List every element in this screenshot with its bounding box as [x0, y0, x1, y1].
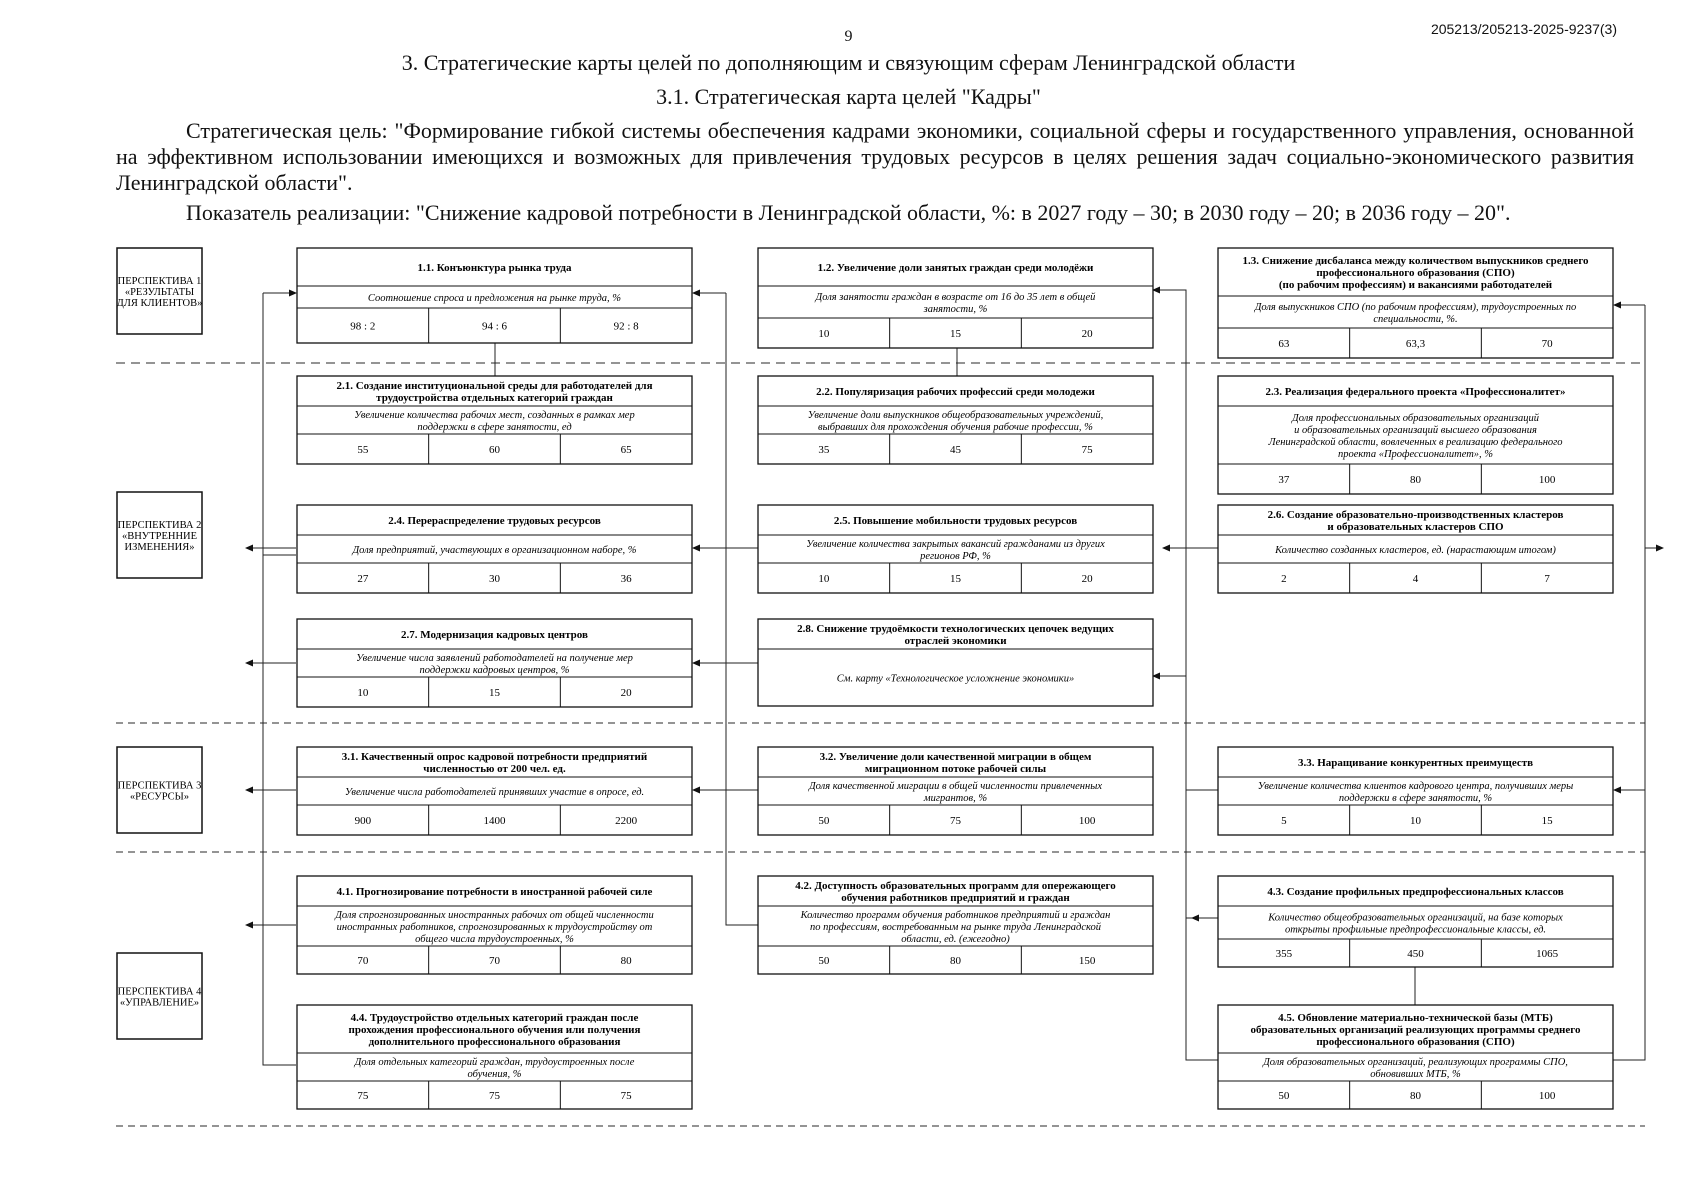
goal-indicator-1-3: специальности, %. [1373, 314, 1458, 325]
goal-title-3-2: 3.2. Увеличение доли качественной миграции в общем [819, 751, 1092, 763]
goal-indicator-2-5: регионов РФ, % [920, 551, 991, 562]
goal-box-2-2 [758, 376, 1153, 464]
goal-target-value-2-2: 75 [1081, 444, 1093, 456]
goal-indicator-4-1: общего числа трудоустроенных, % [415, 934, 574, 945]
goal-indicator-4-3: открыты профильные предпрофессиональные классы, ед. [1284, 924, 1547, 936]
goal-title-4-4: дополнительного профессионального образования [368, 1036, 621, 1048]
goal-indicator-1-1: Соотношение спроса и предложения на рынке труда, % [367, 293, 622, 304]
goal-indicator-1-2: Доля занятости граждан в возрасте от 16 до 35 лет в общей [815, 292, 1096, 303]
goal-indicator-2-5: Увеличение количества закрытых вакансий гражданами из других [806, 539, 1105, 550]
goal-title-4-5: образовательных организаций реализующих программы среднего [1250, 1024, 1581, 1036]
goal-indicator-2-7: Увеличение числа заявлений работодателей на получение мер [356, 653, 633, 664]
goal-target-value-2-1: 60 [489, 444, 500, 456]
connector-arrow [726, 293, 758, 925]
goal-target-value-2-6: 2 [1281, 573, 1287, 585]
perspective-label: «РЕЗУЛЬТАТЫ [124, 287, 195, 298]
goal-indicator-2-4: Доля предприятий, участвующих в организационном наборе, % [352, 545, 637, 556]
goal-indicator-4-2: Количество программ обучения работников предприятий и граждан [800, 910, 1111, 921]
goal-indicator-2-1: Увеличение количества рабочих мест, созданных в рамках мер [354, 410, 635, 421]
goal-box-1-2 [758, 248, 1153, 348]
goal-title-2-6: 2.6. Создание образовательно-производственных кластеров [1267, 509, 1564, 521]
goal-title-3-1: численностью от 200 чел. ед. [423, 763, 566, 775]
perspective-label: ИЗМЕНЕНИЯ» [124, 542, 195, 553]
goal-indicator-4-3: Количество общеобразовательных организаций, на базе которых [1268, 912, 1563, 924]
goal-title-4-4: прохождения профессионального обучения или получения [348, 1024, 641, 1036]
goal-indicator-3-1: Увеличение числа работодателей принявших участие в опросе, ед. [344, 787, 645, 798]
goal-indicator-3-3: поддержки в сфере занятости, % [1338, 793, 1493, 804]
goal-target-value-2-7: 15 [489, 687, 500, 699]
goal-target-value-1-2: 15 [950, 328, 961, 340]
goal-indicator-2-3: и образовательных организаций высшего образования [1294, 425, 1537, 436]
goal-target-value-2-1: 55 [357, 444, 369, 456]
connector-arrow [263, 293, 296, 1065]
perspective-box-4 [117, 953, 202, 1039]
section-title: 3. Стратегические карты целей по дополняющим и связующим сферам Ленинградской области [401, 50, 1296, 75]
goal-title-4-2: обучения работников предприятий и граждан [841, 892, 1070, 904]
goal-title-1-1: 1.1. Конъюнктура рынка труда [417, 262, 572, 274]
goal-target-value-3-3: 15 [1541, 815, 1553, 827]
goal-title-2-8: 2.8. Снижение трудоёмкости технологических цепочек ведущих [797, 623, 1114, 635]
goal-box-4-2 [758, 876, 1153, 974]
goal-target-value-3-1: 2200 [615, 815, 638, 827]
goal-target-value-4-1: 80 [620, 955, 632, 967]
goal-title-2-8: отраслей экономики [904, 635, 1007, 647]
goal-indicator-2-3: Доля профессиональных образовательных организаций [1292, 413, 1539, 424]
goal-indicator-2-6: Количество созданных кластеров, ед. (нарастающим итогом) [1275, 545, 1556, 556]
goal-indicator-4-1: иностранных работников, спрогнозированных к трудоустройству от [336, 922, 653, 933]
goal-target-value-2-3: 37 [1278, 474, 1290, 486]
goal-box-3-1 [297, 747, 692, 835]
goal-indicator-2-3: проекта «Профессионалитет», % [1337, 449, 1494, 460]
goal-box-2-1 [297, 376, 692, 464]
goal-target-value-3-2: 50 [818, 815, 830, 827]
connector-arrow [1613, 305, 1645, 1060]
goal-indicator-2-7: поддержки кадровых центров, % [419, 665, 570, 676]
implementation-indicator-text: Показатель реализации: "Снижение кадровой потребности в Ленинградской области, %: в 2027 году – 30; в 2030 году – 20; в 2036 году – 20". [186, 200, 1511, 225]
goal-target-value-2-1: 65 [620, 444, 632, 456]
goal-target-value-1-1: 98 : 2 [350, 320, 376, 333]
perspective-label: ПЕРСПЕКТИВА 3 [117, 780, 202, 792]
perspective-label: ПЕРСПЕКТИВА 4 [117, 986, 202, 998]
goal-target-value-4-3: 1065 [1536, 948, 1559, 960]
goal-target-value-2-7: 20 [620, 687, 632, 699]
goal-title-2-5: 2.5. Повышение мобильности трудовых ресурсов [833, 515, 1078, 527]
page-number: 9 [844, 28, 853, 45]
goal-indicator-4-5: Доля образовательных организаций, реализующих программы СПО, [1263, 1057, 1568, 1068]
perspective-box-1 [117, 248, 203, 334]
goal-indicator-4-4: Доля отдельных категорий граждан, трудоустроенных после [354, 1057, 635, 1068]
goal-indicator-2-2: выбравших для прохождения обучения рабочие профессии, % [818, 422, 1093, 433]
goal-box-2-3 [1218, 376, 1613, 494]
goal-box-4-5 [1218, 1005, 1613, 1109]
goal-target-value-4-5: 50 [1278, 1090, 1290, 1102]
goal-title-2-2: 2.2. Популяризация рабочих профессий среди молодежи [816, 386, 1095, 398]
goal-title-1-2: 1.2. Увеличение доли занятых граждан среди молодёжи [817, 262, 1094, 274]
goal-target-value-2-5: 15 [950, 573, 961, 585]
goal-target-value-1-3: 63,3 [1405, 338, 1426, 350]
goal-target-value-2-2: 45 [950, 444, 961, 456]
goal-target-value-2-6: 7 [1544, 573, 1550, 585]
goal-target-value-1-1: 94 : 6 [481, 320, 508, 333]
goal-target-value-2-3: 80 [1410, 474, 1421, 486]
goal-box-1-3 [1218, 248, 1613, 358]
goal-box-3-2 [758, 747, 1153, 835]
goal-box-2-8 [758, 619, 1153, 706]
perspective-label: ПЕРСПЕКТИВА 1 [117, 276, 202, 287]
goal-target-value-1-3: 70 [1541, 338, 1553, 350]
goal-indicator-3-2: Доля качественной миграции в общей численности привлеченных [808, 781, 1103, 792]
goal-box-2-6 [1218, 505, 1613, 593]
goal-target-value-3-2: 75 [950, 815, 961, 827]
goal-target-value-1-1: 92 : 8 [613, 320, 639, 333]
goal-title-2-7: 2.7. Модернизация кадровых центров [401, 629, 588, 641]
goal-box-3-3 [1218, 747, 1613, 835]
goal-box-2-5 [758, 505, 1153, 593]
goal-target-value-3-1: 1400 [483, 815, 506, 827]
goal-target-value-4-1: 70 [489, 955, 500, 967]
goal-title-4-3: 4.3. Создание профильных предпрофессиональных классов [1267, 886, 1564, 898]
goal-target-value-4-5: 80 [1410, 1090, 1421, 1102]
goal-box-4-4 [297, 1005, 692, 1109]
strategic-goal-text: Стратегическая цель: "Формирование гибкой системы обеспечения кадрами экономики, социальной сферы и государственного управления, основанной на эффективном использовании имеющихся и возможных для привлечения трудовых ресурсов в целях решения задач социально-экономического развития Ленинградской области". [116, 118, 1634, 195]
goal-target-value-4-4: 75 [620, 1090, 632, 1102]
goal-title-1-3: (по рабочим профессиям) и вакансиями работодателей [1278, 279, 1553, 291]
goal-target-value-3-1: 900 [354, 815, 372, 827]
goal-box-1-1 [297, 248, 692, 343]
goal-target-value-2-3: 100 [1538, 474, 1556, 486]
perspective-box-2 [117, 492, 202, 578]
goal-indicator-2-3: Ленинградской области, вовлеченных в реализацию федерального [1268, 437, 1563, 448]
goal-indicator-2-8: См. карту «Технологическое усложнение экономики» [836, 673, 1075, 685]
goal-indicator-2-2: Увеличение доли выпускников общеобразовательных учреждений, [807, 410, 1104, 421]
goal-indicator-3-3: Увеличение количества клиентов кадрового центра, получивших меры [1257, 781, 1574, 792]
goal-box-2-4 [297, 505, 692, 593]
goal-target-value-1-2: 10 [818, 328, 830, 340]
goal-target-value-2-4: 36 [620, 573, 632, 585]
perspective-label: «УПРАВЛЕНИЕ» [119, 997, 200, 1009]
goal-target-value-1-2: 20 [1081, 328, 1093, 340]
goal-indicator-1-3: Доля выпускников СПО (по рабочим профессиям), трудоустроенных по [1254, 302, 1577, 313]
perspective-label: «ВНУТРЕННИЕ [121, 531, 198, 542]
goal-title-2-6: и образовательных кластеров СПО [1327, 521, 1504, 533]
goal-title-4-5: 4.5. Обновление материально-технической базы (МТБ) [1278, 1012, 1553, 1024]
goal-title-4-4: 4.4. Трудоустройство отдельных категорий граждан после [350, 1012, 639, 1024]
goal-title-4-2: 4.2. Доступность образовательных программ для опережающего [795, 880, 1116, 892]
goal-title-4-5: профессионального образования (СПО) [1316, 1036, 1515, 1048]
goal-target-value-3-2: 100 [1078, 815, 1096, 827]
connector-arrow [1154, 290, 1218, 1060]
goal-target-value-4-3: 355 [1275, 948, 1293, 960]
goal-target-value-1-3: 63 [1278, 338, 1290, 350]
goal-target-value-3-3: 10 [1410, 815, 1421, 827]
goal-indicator-4-5: обновивших МТБ, % [1370, 1069, 1461, 1080]
goal-indicator-1-2: занятости, % [923, 304, 988, 315]
goal-title-1-3: профессионального образования (СПО) [1316, 267, 1515, 279]
goal-target-value-4-4: 75 [357, 1090, 369, 1102]
goal-title-3-1: 3.1. Качественный опрос кадровой потребности предприятий [341, 751, 648, 763]
goal-target-value-4-2: 150 [1078, 955, 1096, 967]
goal-target-value-4-5: 100 [1538, 1090, 1556, 1102]
goal-indicator-4-2: по профессиям, востребованным на рынке труда Ленинградской [809, 922, 1102, 933]
goal-target-value-4-2: 50 [818, 955, 830, 967]
goal-title-2-3: 2.3. Реализация федерального проекта «Профессионалитет» [1265, 386, 1566, 398]
document-id: 205213/205213-2025-9237(3) [1430, 21, 1617, 37]
goal-target-value-2-2: 35 [818, 444, 830, 456]
goal-target-value-4-4: 75 [489, 1090, 500, 1102]
goal-title-3-3: 3.3. Наращивание конкурентных преимуществ [1297, 757, 1534, 769]
goal-box-2-7 [297, 619, 692, 707]
perspective-label: «РЕСУРСЫ» [129, 791, 190, 803]
goal-indicator-2-1: поддержки в сфере занятости, ед [417, 422, 572, 433]
perspective-box-3 [117, 747, 202, 833]
goal-target-value-4-3: 450 [1407, 948, 1424, 960]
goal-indicator-4-2: области, ед. (ежегодно) [901, 934, 1010, 945]
goal-indicator-4-4: обучения, % [467, 1069, 522, 1080]
goal-target-value-2-4: 27 [357, 573, 369, 585]
goal-target-value-3-3: 5 [1281, 815, 1287, 827]
goal-target-value-4-1: 70 [357, 955, 369, 967]
subsection-title: 3.1. Стратегическая карта целей "Кадры" [656, 84, 1041, 109]
goal-title-2-4: 2.4. Перераспределение трудовых ресурсов [388, 515, 601, 527]
goal-title-2-1: трудоустройства отдельных категорий граждан [376, 392, 613, 404]
goal-target-value-4-2: 80 [950, 955, 961, 967]
goal-box-4-3 [1218, 876, 1613, 967]
goal-target-value-2-5: 10 [818, 573, 830, 585]
goal-title-2-1: 2.1. Создание институциональной среды для работодателей для [336, 380, 653, 392]
goal-target-value-2-5: 20 [1081, 573, 1093, 585]
perspective-label: ДЛЯ КЛИЕНТОВ» [116, 298, 203, 309]
perspective-label: ПЕРСПЕКТИВА 2 [117, 520, 202, 531]
goal-target-value-2-6: 4 [1412, 573, 1419, 585]
goal-title-3-2: миграционном потоке рабочей силы [864, 763, 1047, 775]
goal-target-value-2-4: 30 [489, 573, 500, 585]
goal-box-4-1 [297, 876, 692, 974]
goal-indicator-4-1: Доля спрогнозированных иностранных рабочих от общей численности [335, 910, 654, 921]
goal-title-4-1: 4.1. Прогнозирование потребности в иностранной рабочей силе [336, 886, 653, 898]
goal-title-1-3: 1.3. Снижение дисбаланса между количеством выпускников среднего [1242, 255, 1589, 267]
goal-target-value-2-7: 10 [357, 687, 369, 699]
goal-indicator-3-2: мигрантов, % [923, 793, 988, 804]
